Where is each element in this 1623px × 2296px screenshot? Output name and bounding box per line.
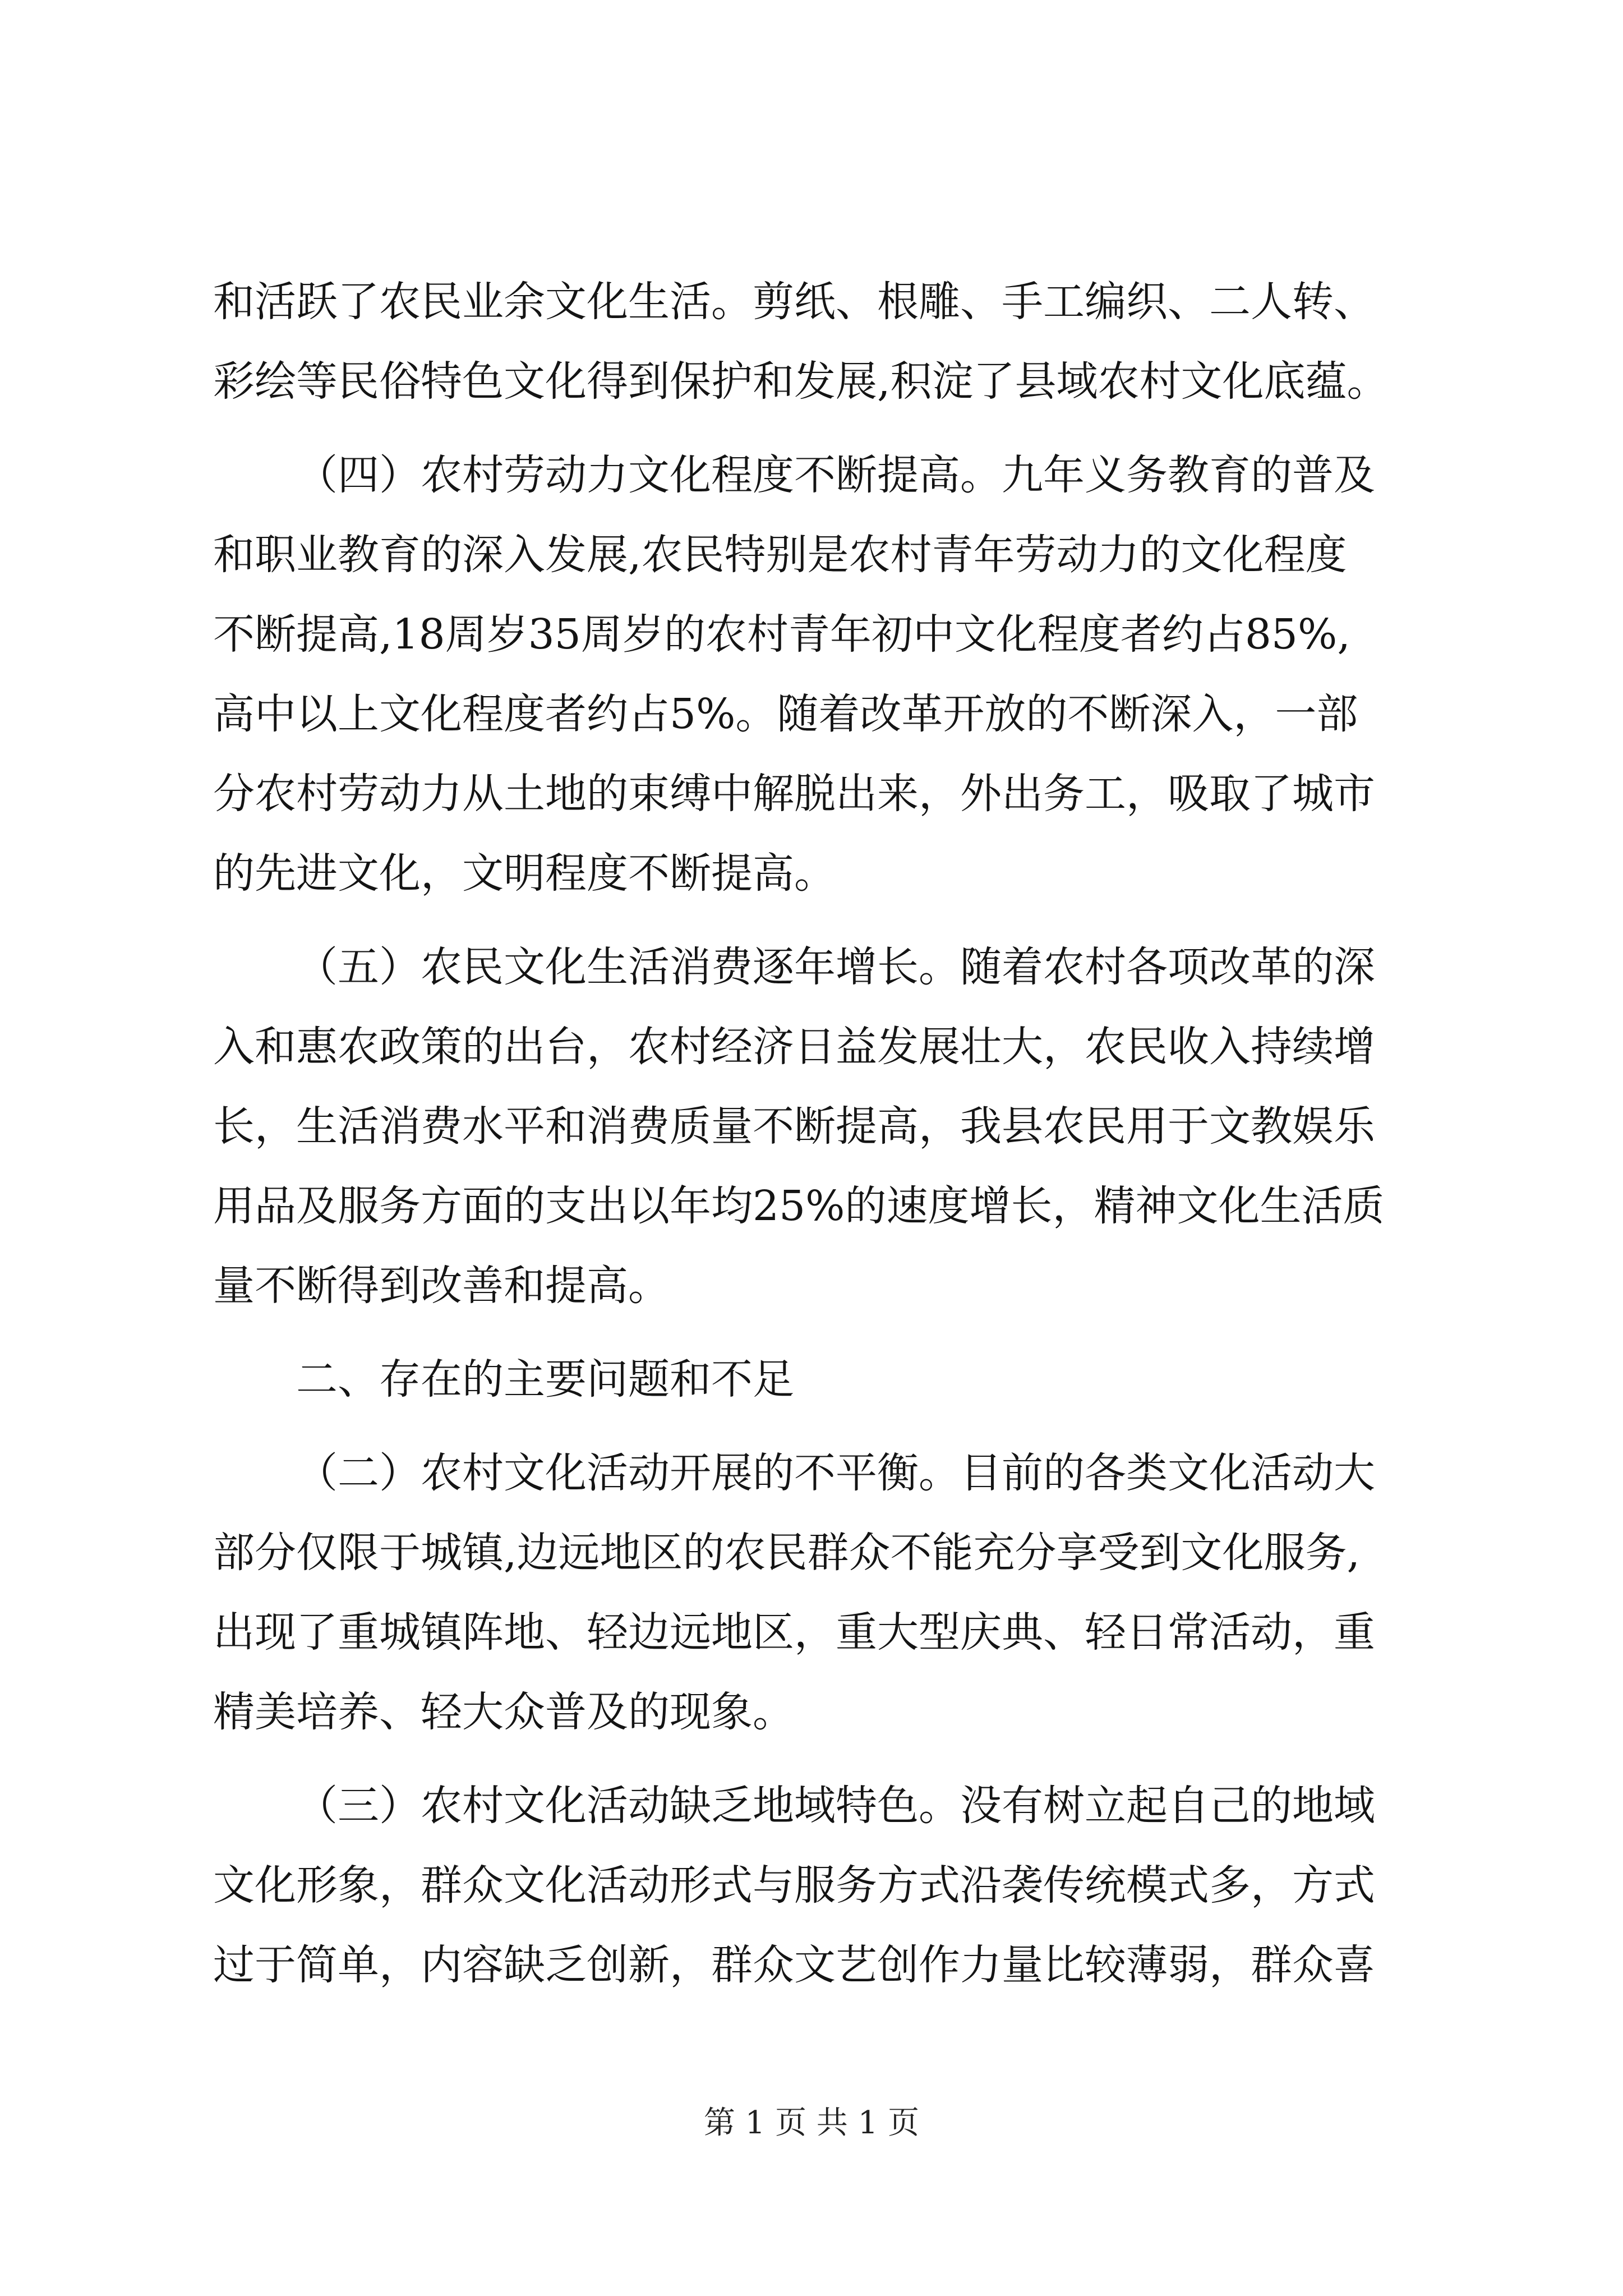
text-line-1: 和活跃了农民业余文化生活。剪纸、根雕、手工编织、二人转、 [213, 278, 1375, 326]
text-line-5: 不断提高,18周岁35周岁的农村青年初中文化程度者约占85%, [213, 610, 1350, 659]
text-line-8: 的先进文化，文明程度不断提高。 [213, 849, 836, 898]
text-line-9: （五）农民文化生活消费逐年增长。随着农村各项改革的深 [296, 943, 1375, 991]
text-line-19: （三）农村文化活动缺乏地域特色。没有树立起自己的地域 [296, 1782, 1375, 1830]
text-line-21: 过于简单，内容缺乏创新，群众文艺创作力量比较薄弱，群众喜 [213, 1941, 1375, 1989]
text-line-18: 精美培养、轻大众普及的现象。 [213, 1688, 794, 1736]
text-line-16: 部分仅限于城镇,边远地区的农民群众不能充分享受到文化服务, [213, 1529, 1361, 1577]
text-line-3: （四）农村劳动力文化程度不断提高。九年义务教育的普及 [296, 451, 1375, 499]
text-line-7: 分农村劳动力从土地的束缚中解脱出来，外出务工，吸取了城市 [213, 770, 1375, 818]
text-line-15: （二）农村文化活动开展的不平衡。目前的各类文化活动大 [296, 1449, 1375, 1497]
text-line-4: 和职业教育的深入发展,农民特别是农村青年劳动力的文化程度 [213, 531, 1347, 579]
text-line-11: 长，生活消费水平和消费质量不断提高，我县农民用于文教娱乐 [213, 1102, 1375, 1151]
text-line-6: 高中以上文化程度者约占5%。随着改革开放的不断深入，一部 [213, 690, 1358, 738]
text-line-17: 出现了重城镇阵地、轻边远地区，重大型庆典、轻日常活动，重 [213, 1608, 1375, 1657]
text-line-12: 用品及服务方面的支出以年均25%的速度增长，精神文化生活质 [213, 1182, 1385, 1230]
page-number-footer: 第 1 页 共 1 页 [703, 2105, 920, 2141]
section-heading: 二、存在的主要问题和不足 [296, 1355, 794, 1404]
text-line-20: 文化形象，群众文化活动形式与服务方式沿袭传统模式多，方式 [213, 1861, 1375, 1910]
text-line-13: 量不断得到改善和提高。 [213, 1262, 670, 1310]
text-line-2: 彩绘等民俗特色文化得到保护和发展,积淀了县域农村文化底蕴。 [213, 357, 1389, 406]
text-line-10: 入和惠农政策的出台，农村经济日益发展壮大，农民收入持续增 [213, 1023, 1375, 1071]
